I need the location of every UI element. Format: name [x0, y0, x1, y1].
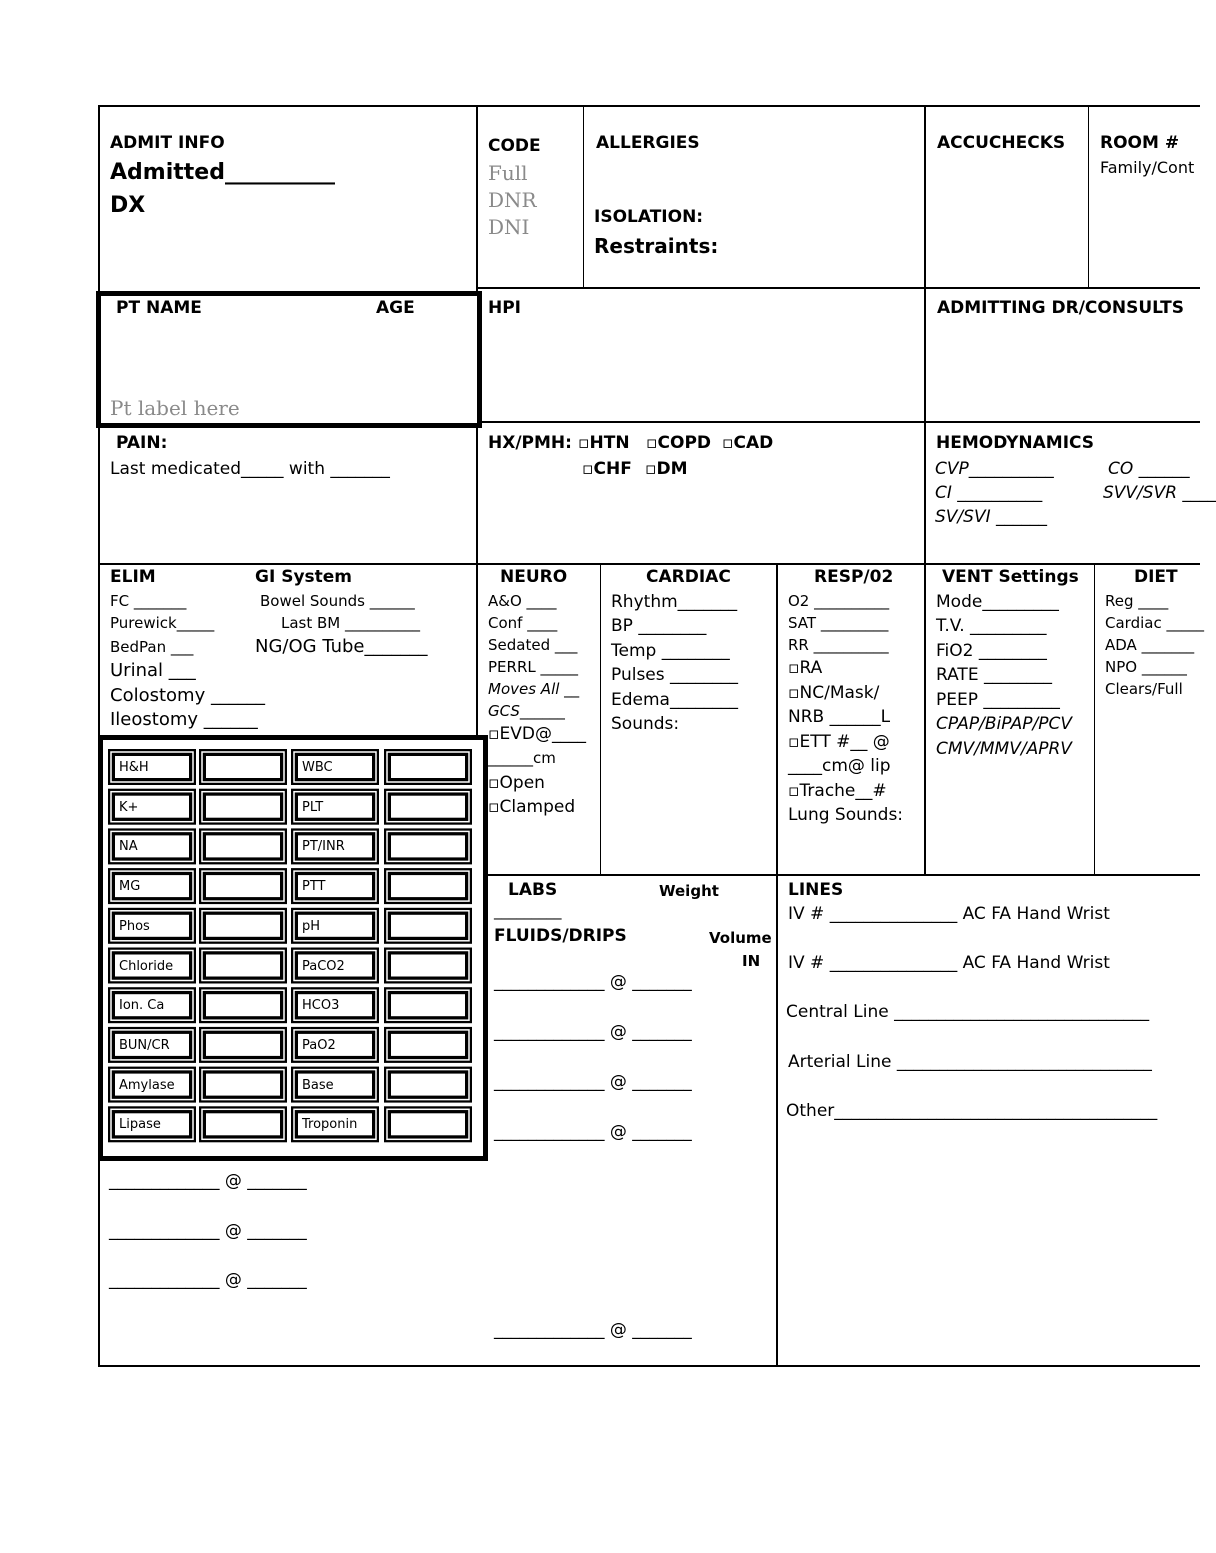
- cad-checkbox[interactable]: ▫CAD: [722, 433, 774, 453]
- lab-label: Amylase: [119, 1077, 175, 1093]
- lab-label: Phos: [119, 918, 150, 934]
- lab-label: MG: [119, 879, 141, 895]
- evd-cm-field[interactable]: ______cm: [488, 749, 556, 767]
- fc-field[interactable]: FC _______: [110, 592, 187, 610]
- lab-value-input[interactable]: [391, 835, 465, 857]
- dm-checkbox[interactable]: ▫DM: [645, 459, 688, 479]
- htn-checkbox[interactable]: ▫HTN: [578, 433, 630, 453]
- tv-field[interactable]: T.V. _________: [936, 616, 1047, 636]
- weight-field[interactable]: _________: [494, 902, 562, 920]
- central-line-field[interactable]: Central Line ______________________________: [786, 1002, 1150, 1022]
- iv-line-1-field[interactable]: IV # _______________ AC FA Hand Wrist: [788, 904, 1110, 924]
- lab-values-grid: [98, 735, 488, 1161]
- admitted-field[interactable]: Admitted__________: [110, 160, 335, 185]
- grid-divider: [1088, 105, 1089, 288]
- accuchecks-header: ACCUCHECKS: [937, 133, 1066, 153]
- nc-mask-checkbox[interactable]: ▫NC/Mask/: [788, 683, 880, 703]
- colostomy-field[interactable]: Colostomy ______: [110, 685, 265, 706]
- admitting-header: ADMITTING DR/CONSULTS: [937, 298, 1184, 318]
- bowel-sounds-field[interactable]: Bowel Sounds ______: [260, 592, 415, 610]
- sedated-field[interactable]: Sedated ___: [488, 636, 578, 654]
- lab-label: Ion. Ca: [119, 998, 165, 1014]
- rhythm-field[interactable]: Rhythm_______: [611, 592, 738, 612]
- urinal-field[interactable]: Urinal ___: [110, 660, 196, 681]
- grid-divider: [583, 105, 584, 288]
- lab-value-input[interactable]: [391, 994, 465, 1016]
- grid-divider: [478, 287, 1200, 289]
- grid-divider: [924, 105, 926, 875]
- cpap-bipap-pcv-option[interactable]: CPAP/BiPAP/PCV: [936, 714, 1073, 734]
- ng-og-tube-field[interactable]: NG/OG Tube_______: [255, 636, 428, 657]
- lab-value-input[interactable]: [206, 796, 280, 818]
- labs-header: LABS: [508, 880, 558, 900]
- perrl-field[interactable]: PERRL _____: [488, 658, 578, 676]
- lab-value-input[interactable]: [391, 1074, 465, 1096]
- isolation-label: ISOLATION:: [594, 207, 704, 227]
- lab-label: pH: [302, 918, 321, 934]
- volume-in-label: IN: [742, 952, 761, 970]
- drip-entry[interactable]: _____________ @ _______: [109, 1171, 307, 1191]
- fio2-field[interactable]: FiO2 ________: [936, 641, 1047, 661]
- lab-label: PaCO2: [302, 958, 345, 974]
- hx-pmh-label: HX/PMH:: [488, 433, 572, 453]
- grid-bottom-border: [98, 1365, 1200, 1367]
- code-dnr-option[interactable]: DNR: [488, 188, 537, 212]
- edema-field[interactable]: Edema________: [611, 690, 738, 710]
- lab-value-input[interactable]: [206, 1034, 280, 1056]
- evd-checkbox[interactable]: ▫EVD@____: [488, 724, 586, 744]
- lab-label: PLT: [302, 799, 324, 815]
- ileostomy-field[interactable]: Ileostomy ______: [110, 709, 258, 730]
- ci-field[interactable]: CI __________: [935, 483, 1043, 503]
- drip-entry[interactable]: _____________ @ _______: [494, 1072, 692, 1092]
- lab-value-input[interactable]: [206, 875, 280, 897]
- iv-line-2-field[interactable]: IV # _______________ AC FA Hand Wrist: [788, 953, 1110, 973]
- rate-field[interactable]: RATE ________: [936, 665, 1052, 685]
- allergies-header: ALLERGIES: [596, 133, 700, 153]
- lab-value-input[interactable]: [206, 955, 280, 977]
- neuro-header: NEURO: [500, 567, 568, 587]
- copd-checkbox[interactable]: ▫COPD: [646, 433, 712, 453]
- lines-header: LINES: [788, 880, 844, 900]
- lab-value-input[interactable]: [391, 756, 465, 778]
- lab-label: PaO2: [302, 1037, 336, 1053]
- lab-label: PTT: [302, 879, 326, 895]
- lab-label: Lipase: [119, 1117, 161, 1133]
- cvp-field[interactable]: CVP__________: [935, 459, 1054, 479]
- volume-label: Volume: [709, 929, 772, 947]
- elim-header: ELIM: [110, 567, 156, 587]
- lab-value-input[interactable]: [391, 796, 465, 818]
- restraints-label: Restraints:: [594, 234, 719, 258]
- lab-label: K+: [119, 799, 139, 815]
- open-checkbox[interactable]: ▫Open: [488, 773, 545, 793]
- lab-value-input[interactable]: [206, 756, 280, 778]
- hemodynamics-header: HEMODYNAMICS: [936, 433, 1095, 453]
- sv-svi-field[interactable]: SV/SVI ______: [935, 507, 1047, 527]
- rr-field[interactable]: RR __________: [788, 636, 889, 654]
- diet-npo-field[interactable]: NPO ______: [1105, 658, 1187, 676]
- lab-label: WBC: [302, 760, 333, 775]
- ett-checkbox[interactable]: ▫ETT #__ @: [788, 732, 890, 752]
- lung-sounds-field[interactable]: Lung Sounds:: [788, 805, 904, 825]
- drip-entry[interactable]: _____________ @ _______: [494, 1022, 692, 1042]
- pt-label-placeholder: Pt label here: [110, 396, 240, 420]
- grid-divider: [776, 563, 778, 1366]
- resp-header: RESP/02: [814, 567, 894, 587]
- cardiac-header: CARDIAC: [646, 567, 731, 587]
- bedpan-field[interactable]: BedPan ___: [110, 638, 194, 656]
- pain-header: PAIN:: [116, 433, 168, 453]
- bp-field[interactable]: BP ________: [611, 616, 707, 636]
- lab-label: BUN/CR: [119, 1037, 170, 1053]
- vent-mode-field[interactable]: Mode_________: [936, 592, 1059, 612]
- trache-checkbox[interactable]: ▫Trache__#: [788, 781, 887, 801]
- lab-label: NA: [119, 839, 138, 855]
- drip-entry[interactable]: _____________ @ _______: [494, 1320, 692, 1340]
- heart-sounds-field[interactable]: Sounds:: [611, 714, 680, 734]
- peep-field[interactable]: PEEP _________: [936, 690, 1060, 710]
- lab-label: HCO3: [302, 998, 340, 1014]
- lab-label: Troponin: [302, 1117, 358, 1133]
- drip-entry[interactable]: _____________ @ _______: [109, 1270, 307, 1290]
- lab-value-input[interactable]: [391, 1034, 465, 1056]
- last-medicated-field[interactable]: Last medicated_____ with _______: [110, 459, 390, 479]
- pulses-field[interactable]: Pulses ________: [611, 665, 739, 685]
- lab-value-input[interactable]: [391, 875, 465, 897]
- diet-header: DIET: [1134, 567, 1178, 587]
- temp-field[interactable]: Temp ________: [611, 641, 730, 661]
- admit-info-header: ADMIT INFO: [110, 133, 225, 153]
- nrb-field[interactable]: NRB ______L: [788, 707, 891, 727]
- drip-entry[interactable]: _____________ @ _______: [494, 972, 692, 992]
- lab-label: PT/INR: [302, 839, 345, 855]
- conf-field[interactable]: Conf ____: [488, 614, 558, 632]
- vent-settings-header: VENT Settings: [942, 567, 1079, 587]
- lab-value-input[interactable]: [391, 915, 465, 937]
- lab-value-input[interactable]: [206, 994, 280, 1016]
- o2-field[interactable]: O2 __________: [788, 592, 890, 610]
- drip-entry[interactable]: _____________ @ _______: [109, 1221, 307, 1241]
- lab-label: H&H: [119, 760, 149, 775]
- room-header: ROOM #: [1100, 133, 1180, 153]
- svv-svr-field[interactable]: SVV/SVR ____: [1103, 483, 1216, 503]
- grid-divider: [486, 874, 1200, 876]
- drip-entry[interactable]: _____________ @ _______: [494, 1122, 692, 1142]
- pt-name-label: PT NAME: [116, 298, 202, 318]
- fluids-drips-header: FLUIDS/DRIPS: [494, 926, 627, 946]
- ra-checkbox[interactable]: ▫RA: [788, 658, 823, 678]
- lab-value-input[interactable]: [206, 915, 280, 937]
- lab-value-input[interactable]: [391, 1113, 465, 1135]
- grid-top-border: [98, 105, 1200, 107]
- ao-field[interactable]: A&O ____: [488, 592, 557, 610]
- lab-value-input[interactable]: [206, 835, 280, 857]
- lab-value-input[interactable]: [206, 1074, 280, 1096]
- ett-cm-lip-field[interactable]: ____cm@ lip: [788, 756, 891, 776]
- code-header: CODE: [488, 136, 541, 156]
- diet-ada-field[interactable]: ADA _______: [1105, 636, 1195, 654]
- moves-all-field[interactable]: Moves All __: [488, 680, 580, 698]
- diet-clears-full-field[interactable]: Clears/Full: [1105, 680, 1183, 698]
- chf-checkbox[interactable]: ▫CHF: [582, 459, 632, 479]
- family-contact-label: Family/Cont: [1100, 158, 1195, 177]
- gcs-field[interactable]: GCS______: [488, 702, 565, 720]
- last-bm-field[interactable]: Last BM __________: [281, 614, 421, 632]
- weight-label: Weight: [659, 882, 719, 900]
- dx-field[interactable]: DX: [110, 193, 146, 218]
- code-full-option[interactable]: Full: [488, 161, 528, 185]
- lab-label: Base: [302, 1077, 334, 1093]
- code-dni-option[interactable]: DNI: [488, 215, 530, 239]
- age-label: AGE: [376, 298, 415, 318]
- lab-label: Chloride: [119, 958, 174, 974]
- arterial-line-field[interactable]: Arterial Line ______________________________: [788, 1052, 1152, 1072]
- purewick-field[interactable]: Purewick_____: [110, 614, 215, 632]
- diet-cardiac-field[interactable]: Cardiac _____: [1105, 614, 1204, 632]
- cmv-mmv-aprv-option[interactable]: CMV/MMV/APRV: [936, 739, 1072, 759]
- other-line-field[interactable]: Other______________________________________: [786, 1101, 1158, 1121]
- lab-grid-cells: [103, 740, 483, 1156]
- diet-reg-field[interactable]: Reg ____: [1105, 592, 1169, 610]
- clamped-checkbox[interactable]: ▫Clamped: [488, 797, 576, 817]
- hpi-header: HPI: [488, 298, 522, 318]
- co-field[interactable]: CO ______: [1108, 459, 1190, 479]
- gi-system-header: GI System: [255, 567, 353, 587]
- grid-divider: [600, 563, 601, 875]
- lab-value-input[interactable]: [206, 1113, 280, 1135]
- lab-value-input[interactable]: [391, 955, 465, 977]
- grid-divider: [1094, 563, 1095, 875]
- sat-field[interactable]: SAT _________: [788, 614, 889, 632]
- grid-divider: [98, 563, 1200, 565]
